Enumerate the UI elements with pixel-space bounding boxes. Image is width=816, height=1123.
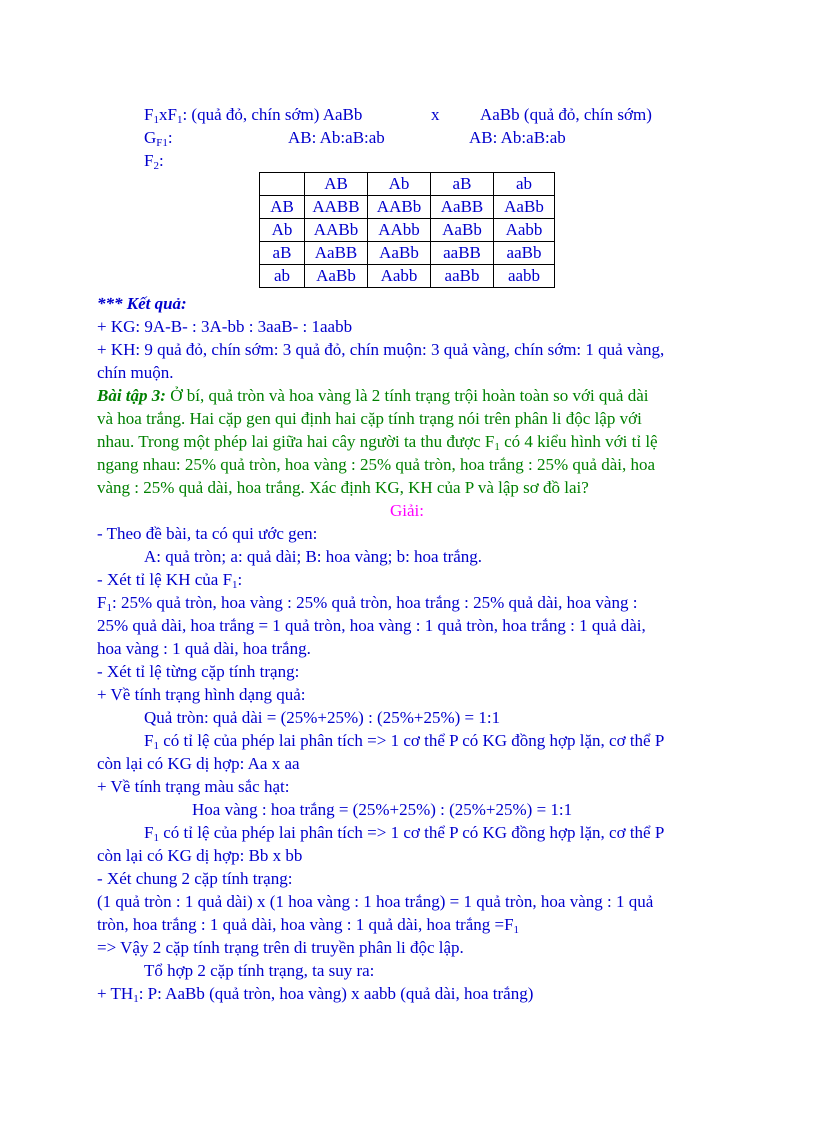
exercise-title: Bài tập 3: — [97, 386, 166, 405]
gamete-label: $G_{F1}$: — [144, 128, 173, 149]
solution-line: - Xét tỉ lệ KH của $F_1$: — [97, 570, 243, 591]
punnett-cell: aaBb — [494, 242, 555, 265]
punnett-row-header: AB — [260, 196, 305, 219]
solution-line: - Theo đề bài, ta có qui ước gen: — [97, 524, 318, 543]
solution-line: $F_1$: 25% quả tròn, hoa vàng : 25% quả tròn, hoa trắng : 25% quả dài, hoa vàng : — [97, 593, 638, 614]
f2-label: $F_2$: — [144, 151, 164, 172]
solution-line: hoa vàng : 1 quả dài, hoa trắng. — [97, 639, 311, 658]
solution-line: còn lại có KG dị hợp: Bb x bb — [97, 846, 303, 865]
solution-line: + Về tính trạng hình dạng quả: — [97, 685, 306, 704]
punnett-cell: AaBb — [368, 242, 431, 265]
punnett-row — [260, 196, 555, 219]
result-kg: + KG: 9A-B- : 3A-bb : 3aaB- : 1aabb — [97, 317, 353, 336]
punnett-row-header: aB — [260, 242, 305, 265]
punnett-square — [259, 172, 555, 288]
solution-line: còn lại có KG dị hợp: Aa x aa — [97, 754, 300, 773]
gamete-left: AB: Ab:aB:ab — [288, 128, 385, 147]
solution-line: $F_1$ có tỉ lệ của phép lai phân tích => 1 cơ thể P có KG đồng hợp lặn, cơ thể P — [144, 823, 665, 844]
cross-symbol: x — [431, 105, 440, 124]
solution-line: - Xét tỉ lệ từng cặp tính trạng: — [97, 662, 300, 681]
solution-line: - Xét chung 2 cặp tính trạng: — [97, 869, 293, 888]
punnett-cell: AABb — [305, 219, 368, 242]
solution-line: Tổ hợp 2 cặp tính trạng, ta suy ra: — [144, 961, 375, 980]
solution-line: (1 quả tròn : 1 quả dài) x (1 hoa vàng : 1 hoa trắng) = 1 quả tròn, hoa vàng : 1 quả — [97, 892, 654, 911]
punnett-col-header: Ab — [368, 173, 431, 196]
punnett-cell: AaBB — [431, 196, 494, 219]
result-title: *** Kết quả: — [97, 294, 187, 313]
gamete-right: AB: Ab:aB:ab — [469, 128, 566, 147]
punnett-cell: aabb — [494, 265, 555, 288]
punnett-col-header: ab — [494, 173, 555, 196]
punnett-cell: AABb — [368, 196, 431, 219]
exercise-line1: Bài tập 3: Ở bí, quả tròn và hoa vàng là 2 tính trạng trội hoàn toàn so với quả dài — [97, 386, 649, 405]
punnett-cell: AaBb — [494, 196, 555, 219]
solution-line: Quả tròn: quả dài = (25%+25%) : (25%+25%) = 1:1 — [144, 708, 501, 727]
solution-line: A: quả tròn; a: quả dài; B: hoa vàng; b: hoa trắng. — [144, 547, 483, 566]
punnett-cell: AaBB — [305, 242, 368, 265]
result-kh-line2: chín muộn. — [97, 363, 174, 382]
punnett-cell: Aabb — [368, 265, 431, 288]
punnett-header-row — [260, 173, 555, 196]
punnett-col-header: aB — [431, 173, 494, 196]
punnett-cell: Aabb — [494, 219, 555, 242]
solution-title: Giải: — [390, 501, 424, 520]
solution-line: + Về tính trạng màu sắc hạt: — [97, 777, 290, 796]
punnett-row — [260, 242, 555, 265]
result-kh-line1: + KH: 9 quả đỏ, chín sớm: 3 quả đỏ, chín muộn: 3 quả vàng, chín sớm: 1 quả vàng, — [97, 340, 665, 359]
solution-line: $F_1$ có tỉ lệ của phép lai phân tích => 1 cơ thể P có KG đồng hợp lặn, cơ thể P — [144, 731, 665, 752]
f1-cross-line: $F_1xF_1$: (quả đỏ, chín sớm) AaBb — [144, 105, 363, 126]
exercise-line2: và hoa trắng. Hai cặp gen qui định hai cặp tính trạng nói trên phân li độc lập với — [97, 409, 642, 428]
punnett-row-header: Ab — [260, 219, 305, 242]
punnett-cell: AaBb — [431, 219, 494, 242]
punnett-cell: AaBb — [305, 265, 368, 288]
punnett-row — [260, 219, 555, 242]
punnett-col-header: AB — [305, 173, 368, 196]
punnett-cell: aaBb — [431, 265, 494, 288]
exercise-line5: vàng : 25% quả dài, hoa trắng. Xác định KG, KH của P và lập sơ đồ lai? — [97, 478, 589, 497]
punnett-cell: aaBB — [431, 242, 494, 265]
punnett-cell: AABB — [305, 196, 368, 219]
punnett-corner — [260, 173, 305, 196]
solution-line: + $TH_1$: P: AaBb (quả tròn, hoa vàng) x aabb (quả dài, hoa trắng) — [97, 984, 534, 1005]
solution-line: 25% quả dài, hoa trắng = 1 quả tròn, hoa vàng : 1 quả tròn, hoa trắng : 1 quả dài, — [97, 616, 646, 635]
f1-cross-right: AaBb (quả đỏ, chín sớm) — [480, 105, 652, 124]
solution-line: => Vậy 2 cặp tính trạng trên di truyền phân li độc lập. — [97, 938, 464, 957]
solution-line: Hoa vàng : hoa trắng = (25%+25%) : (25%+25%) = 1:1 — [192, 800, 573, 819]
exercise-line4: ngang nhau: 25% quả tròn, hoa vàng : 25% quả tròn, hoa trắng : 25% quả dài, hoa — [97, 455, 656, 474]
punnett-row-header: ab — [260, 265, 305, 288]
solution-line: tròn, hoa trắng : 1 quả dài, hoa vàng : 1 quả dài, hoa trắng $=F_1$ — [97, 915, 520, 936]
punnett-cell: AAbb — [368, 219, 431, 242]
punnett-row — [260, 265, 555, 288]
exercise-line3: nhau. Trong một phép lai giữa hai cây người ta thu được $F_1$ có 4 kiểu hình với tỉ lệ — [97, 432, 658, 453]
